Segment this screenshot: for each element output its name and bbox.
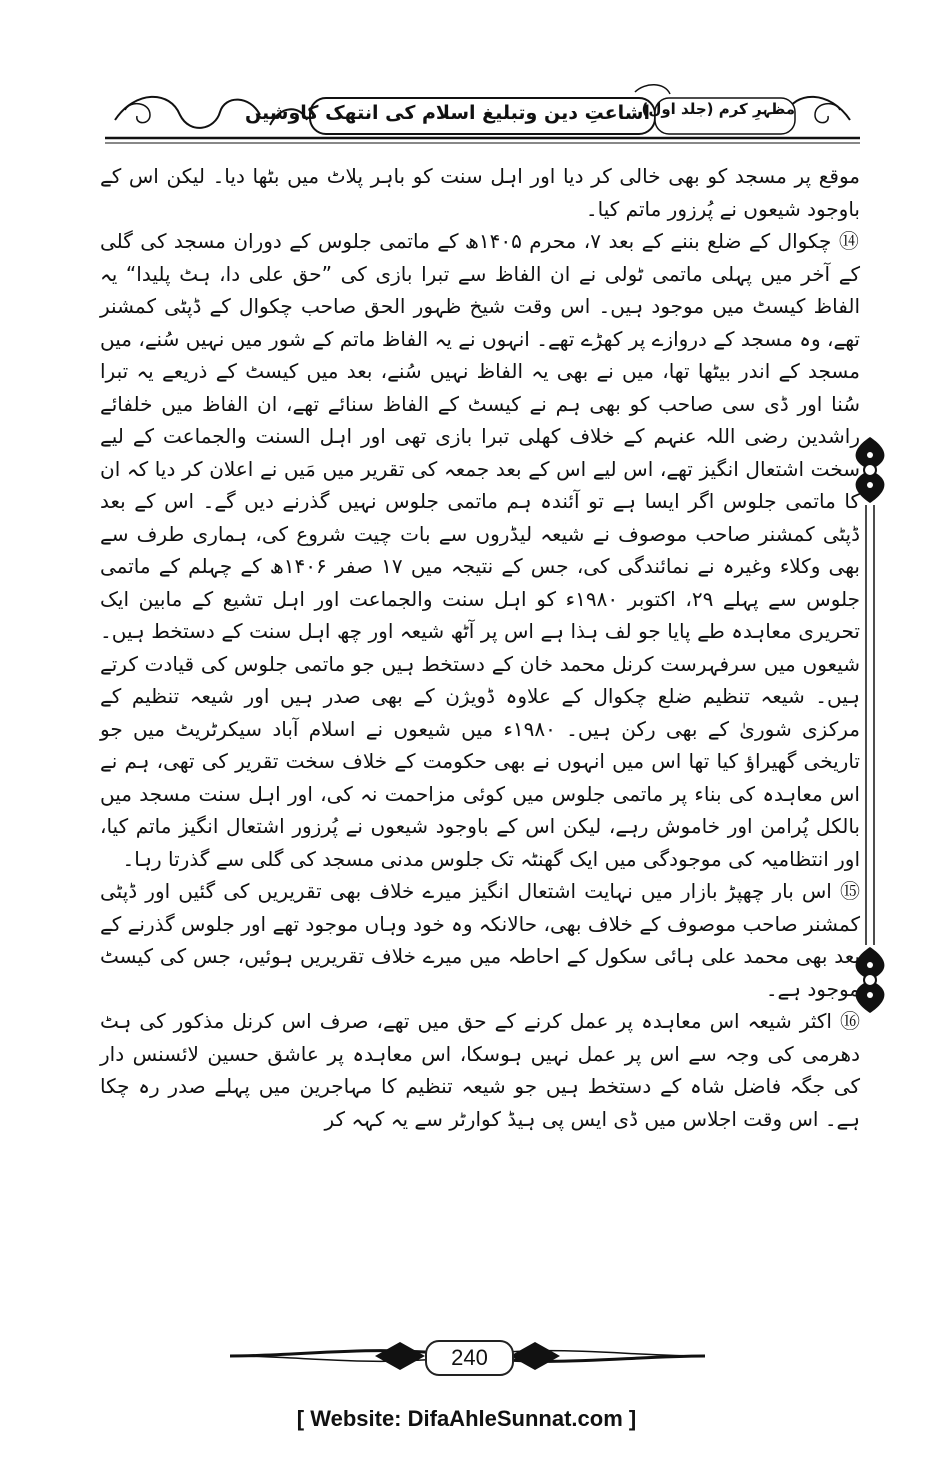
page-number: 240 (425, 1340, 514, 1376)
chapter-title: اشاعتِ دین وتبلیغ اسلام کی انتھک کاوشیں (244, 102, 650, 124)
website-footer[interactable]: [ Website: DifaAhleSunnat.com ] (296, 1406, 637, 1431)
paragraph-16: ⑯ اکثر شیعہ اس معاہدہ پر عمل کرنے کے حق میں تھے، صرف اس کرنل مذکور کی ہٹ دھرمی کی وجہ سے اس پر عمل نہیں ہوسکا، اس معاہدہ پر عاشق حسین لائسنس دار کی جگہ فاضل شاہ کے دستخط ہیں جو شیعہ تنظیم کا مہاجرین میں پہلے صدر رہ چکا ہے۔ اس وقت اجلاس میں ڈی ایس پی ہیڈ کوارٹر سے یہ کہہ کر (100, 1009, 860, 1131)
book-title: مظہرِ کرم (جلد اول) (641, 100, 795, 118)
paragraph-1: موقع پر مسجد کو بھی خالی کر دیا اور اہل سنت کو باہر پلاٹ میں بٹھا دیا۔ لیکن اس کے باوجود شیعوں نے پُرزور ماتم کیا۔ (100, 164, 860, 221)
paragraph-14: ⑭ چکوال کے ضلع بننے کے بعد ۷، محرم ۱۴۰۵ھ کے ماتمی جلوس کے دوران مسجد کی گلی کے آخر میں پہلی ماتمی ٹولی نے ان الفاظ سے تبرا بازی کی ”حق علی دا، ہٹ پلیدا“ یہ الفاظ کیسٹ میں موجود ہیں۔ اس وقت شیخ ظہور الحق صاحب چکوال کے ڈپٹی کمشنر تھے، وہ مسجد کے دروازے پر کھڑے تھے۔ انہوں نے یہ الفاظ ماتم کے شور میں نہیں سُنے، میں مسجد کے اندر بیٹھا تھا، میں نے بھی یہ الفاظ نہیں سُنے، بعد میں کیسٹ کے ذریعے یہ تبرا سُنا اور ڈی سی صاحب کو بھی ہم نے کیسٹ کے الفاظ سنائے تھے، ان الفاظ میں خلفائے راشدین رضی اللہ عنہم کے خلاف کھلی تبرا بازی تھی اور اہل السنت والجماعت کے لیے سخت اشتعال انگیز تھے، اس لیے اس کے بعد جمعہ کی تقریر میں مَیں نے اعلان کر دیا کہ ان کا ماتمی جلوس اگر ایسا ہے تو آئندہ ہم ماتمی جلوس نہیں گذرنے دیں گے۔ اس کے بعد ڈپٹی کمشنر صاحب موصوف نے شیعہ لیڈروں سے بات چیت شروع کی، ہماری طرف سے بھی وکلاء وغیرہ نے نمائندگی کی، جس کے نتیجہ میں ۱۷ صفر ۱۴۰۶ھ کے چہلم کے ماتمی جلوس سے پہلے ۲۹، اکتوبر ۱۹۸۰ء کو اہل سنت والجماعت اور اہل تشیع کے مابین ایک تحریری معاہدہ طے پایا جو لف ہذا ہے اس پر آٹھ شیعہ اور چھ اہل سنت کے دستخط ہیں۔ شیعوں میں سرفہرست کرنل محمد خان کے دستخط ہیں جو ماتمی جلوس کی قیادت کرتے ہیں۔ شیعہ تنظیم ضلع چکوال کے علاوہ ڈویژن کے بھی صدر ہیں اور شیعہ تنظیم کے مرکزی شوریٰ کے بھی رکن ہیں۔ ۱۹۸۰ء میں شیعوں نے اسلام آباد سیکرٹریٹ میں جو تاریخی گھیراؤ کیا تھا اس میں انہوں نے بھی حکومت کے خلاف سخت تقریر کی تھی، ہم نے اس معاہدہ کی بناء پر ماتمی جلوس میں کوئی مزاحمت نہ کی، اور اہل سنت مسجد میں بالکل پُرامن اور خاموش رہے، لیکن اس کے باوجود شیعوں نے پُرزور اشتعال انگیز ماتم کیا، اور انتظامیہ کی موجودگی میں ایک گھنٹہ تک جلوس مدنی مسجد کی گلی سے گذرتا رہا۔ (100, 229, 861, 871)
body-text (100, 160, 860, 1300)
paragraph-15: ⑮ اس بار چھپڑ بازار میں نہایت اشتعال انگیز میرے خلاف بھی تقریریں کی گئیں اور ڈپٹی کمشنر صاحب موصوف کے خلاف بھی، حالانکہ وہ خود وہاں موجود تھے اور جلوس گذرنے کے بعد بھی محمد علی ہائی سکول کے احاطہ میں میرے خلاف تقریریں ہوئیں، جس کی کیسٹ موجود ہے۔ (100, 879, 860, 1001)
